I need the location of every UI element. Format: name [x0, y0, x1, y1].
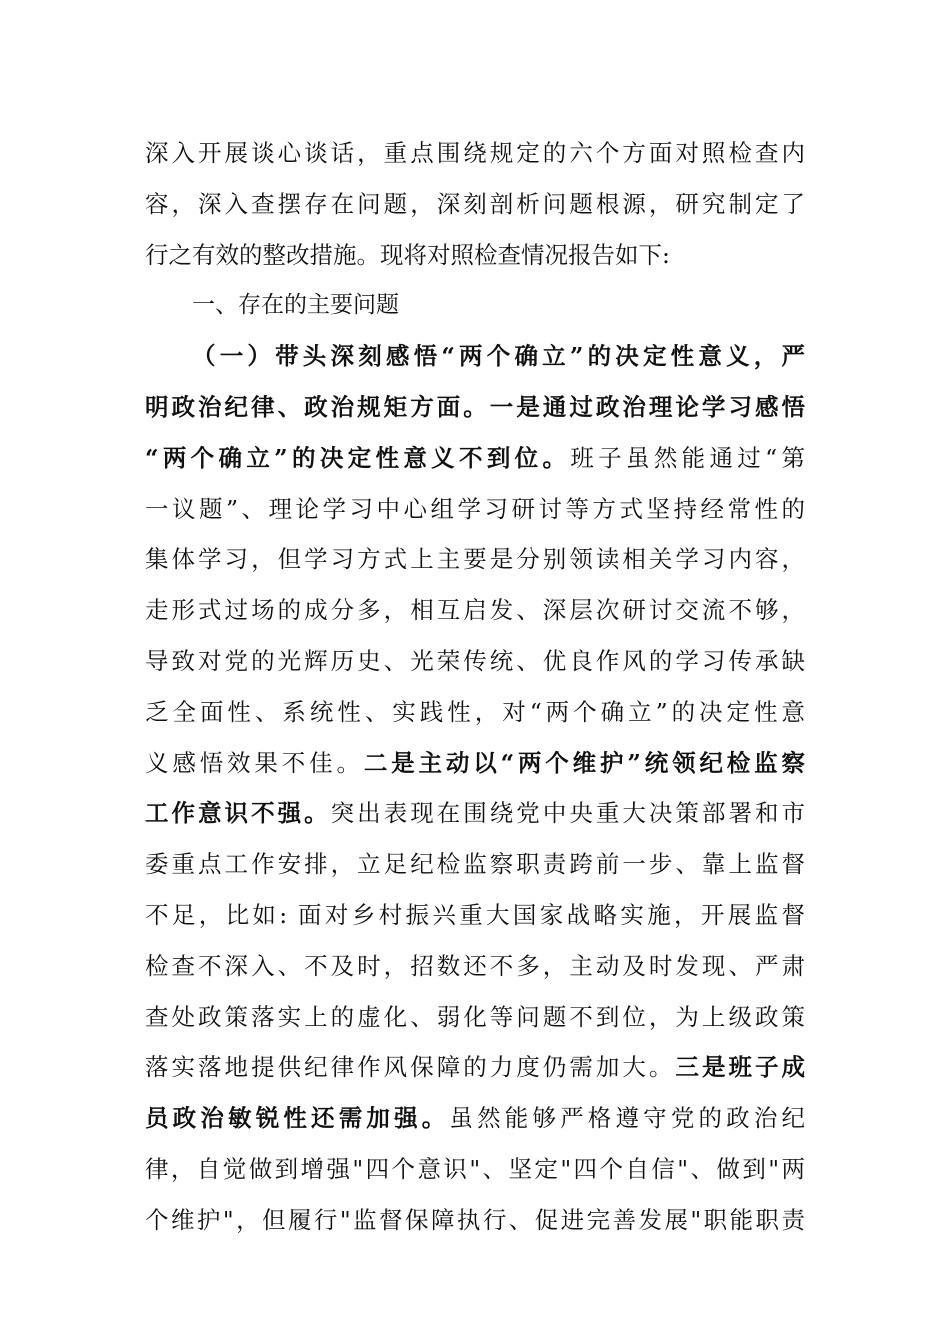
- body-line-4: 一议题”、理论学习中心组学习研讨等方式坚持经常性的: [145, 494, 805, 523]
- body-text-segment: 虽然能够严格遵守党的政治纪: [449, 1104, 806, 1133]
- body-line-7: 导致对党的光辉历史、光荣传统、优良作风的学习传承缺: [145, 646, 805, 675]
- intro-line-1: 深入开展谈心谈话，重点围绕规定的六个方面对照检查内: [145, 139, 805, 167]
- body-line-17: 律，自觉做到增强"四个意识"、坚定"四个自信"、做到"两: [145, 1154, 805, 1183]
- body-text-segment: 义感悟效果不佳。: [145, 748, 364, 777]
- body-line-18: 个维护"，但履行"监督保障执行、促进完善发展"职能职责: [145, 1205, 805, 1234]
- body-line-15: [145, 1042, 805, 1093]
- body-line-13: 检查不深入、不及时，招数还不多，主动及时发现、严肃: [145, 951, 805, 980]
- body-line-11: 委重点工作安排，立足纪检监察职责跨前一步、靠上监督: [145, 850, 805, 879]
- point-two-title-end: 工作意识不强。: [145, 799, 331, 828]
- body-text-segment: 突出表现在围绕党中央重大决策部署和市: [330, 799, 806, 828]
- body-line-5: 集体学习，但学习方式上主要是分别领读相关学习内容，: [145, 545, 805, 574]
- body-line-8: 乏全面性、系统性、实践性，对“两个确立”的决定性意: [145, 697, 805, 726]
- body-line-16: [145, 1093, 805, 1144]
- intro-line-2: 容，深入查摆存在问题，深刻剖析问题根源，研究制定了: [145, 189, 805, 218]
- body-line-10: [145, 788, 805, 839]
- point-one-title-end: “两个确立”的决定性意义不到位。: [145, 443, 571, 472]
- body-line-12: 不足，比如: 面对乡村振兴重大国家战略实施，开展监督: [145, 900, 805, 929]
- subsection-title-line-2: 明政治纪律、政治规矩方面。一是通过政治理论学习感悟: [145, 392, 805, 421]
- subsection-title-line-1: （一）带头深刻感悟“两个确立”的决定性意义，严: [192, 342, 805, 371]
- body-text-segment: 班子虽然能通过“第: [570, 443, 805, 472]
- body-line-3: [145, 433, 805, 484]
- section-heading: 一、存在的主要问题: [192, 292, 399, 319]
- body-line-14: 查处政策落实上的虚化、弱化等问题不到位，为上级政策: [145, 1002, 805, 1031]
- body-text-segment: 落实落地提供纪律作风保障的力度仍需加大。: [145, 1053, 676, 1082]
- intro-line-3: 行之有效的整改措施。现将对照检查情况报告如下:: [145, 240, 670, 269]
- point-three-title-end: 员政治敏锐性还需加强。: [145, 1104, 450, 1133]
- document-page: [145, 128, 805, 1246]
- point-two-title-start: 二是主动以“两个维护”统领纪检监察: [363, 748, 805, 777]
- point-three-title-start: 三是班子成: [675, 1053, 806, 1082]
- body-line-6: 走形式过场的成分多，相互启发、深层次研讨交流不够，: [145, 596, 805, 625]
- body-line-9: [145, 738, 805, 789]
